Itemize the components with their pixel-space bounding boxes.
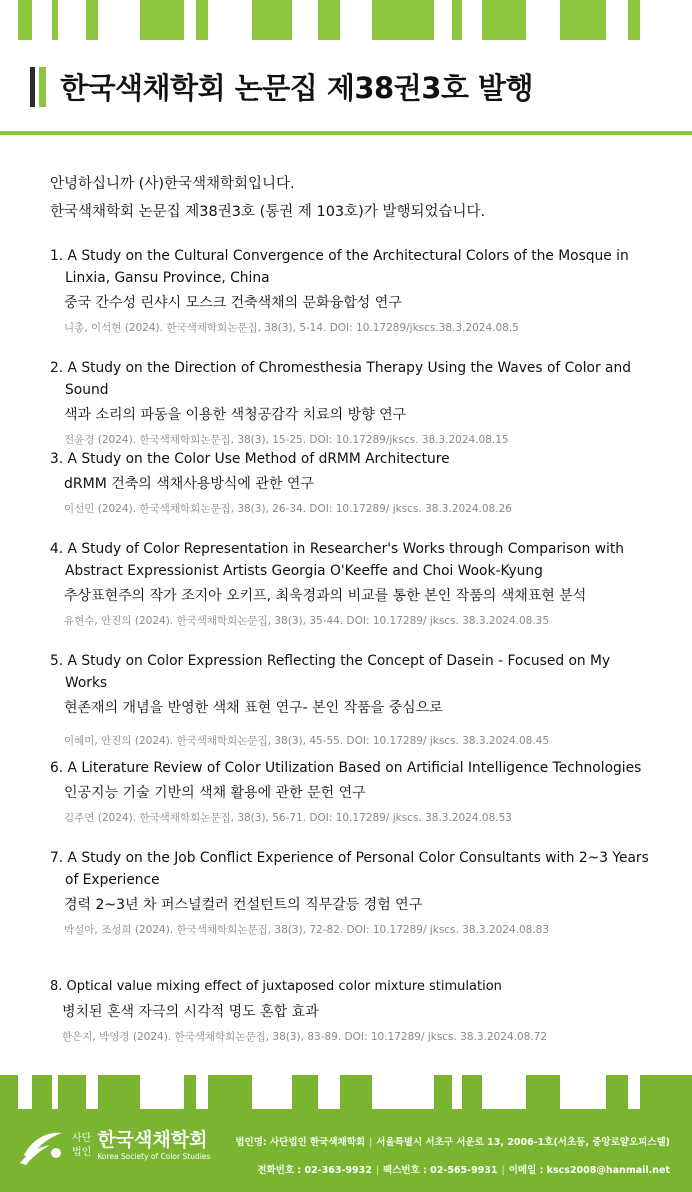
paper-item-1: [50, 245, 650, 337]
title-marker: [30, 67, 35, 107]
paper-title-ko: 현존재의 개념을 반영한 색채 표현 연구- 본인 작품을 중심으로: [64, 700, 443, 716]
paper-title-ko: 인공지능 기술 기반의 색채 활용에 관한 문헌 연구: [64, 785, 366, 801]
top-stripe-decoration: [0, 0, 692, 40]
footer: [0, 1075, 692, 1192]
paper-citation: 박설아, 조성희 (2024). 한국색채학회논문집, 38(3), 72-82. DOI: 10.17289/ jkscs. 38.3.2024.08.83: [64, 924, 550, 936]
paper-title-ko: 경력 2~3년 차 퍼스널컬러 컨설턴트의 직무갈등 경험 연구: [64, 897, 423, 913]
paper-citation: 전윤경 (2024). 한국색채학회논문집, 38(3), 15-25. DOI: 10.17289/jkscs. 38.3.2024.08.15: [64, 434, 509, 446]
paper-title-ko: dRMM 건축의 색채사용방식에 관한 연구: [64, 476, 314, 492]
logo-corporate-label: 사단 법인: [72, 1133, 92, 1158]
footer-stripe-decoration: [0, 1075, 692, 1109]
paper-citation: 이선민 (2024). 한국색채학회논문집, 38(3), 26-34. DOI: 10.17289/ jkscs. 38.3.2024.08.26: [64, 503, 512, 515]
paper-title-en: 8. Optical value mixing effect of juxtaposed color mixture stimulation: [50, 979, 502, 994]
footer-address: 서울특별시 서초구 서운로 13, 2006-1호(서초동, 중앙로얄오피스텔): [376, 1137, 670, 1148]
paper-title-ko: 병치된 혼색 자극의 시각적 명도 혼합 효과: [62, 1004, 319, 1020]
paper-citation: 김주연 (2024). 한국색채학회논문집, 38(3), 56-71. DOI: 10.17289/ jkscs. 38.3.2024.08.53: [64, 812, 512, 824]
title-divider: [0, 131, 692, 135]
paper-citation: 한은지, 박영경 (2024). 한국색채학회논문집, 38(3), 83-89. DOI: 10.17289/ jkscs. 38.3.2024.08.72: [62, 1031, 548, 1043]
footer-fax: 팩스번호 : 02-565-9931: [383, 1165, 498, 1176]
paper-item-2: [50, 357, 650, 449]
paper-title-ko: 추상표현주의 작가 조지아 오키프, 최욱경과의 비교를 통한 본인 작품의 색채표현 분석: [64, 588, 587, 604]
paper-title-en: 2. A Study on the Direction of Chromesthesia Therapy Using the Waves of Color and Sound: [50, 360, 632, 398]
paper-title-en: 7. A Study on the Job Conflict Experience of Personal Color Consultants with 2~3 Years of Experience: [50, 850, 649, 888]
paper-title-en: 5. A Study on Color Expression Reflecting the Concept of Dasein - Focused on My Works: [50, 653, 611, 691]
paper-title-en: 3. A Study on the Color Use Method of dRMM Architecture: [50, 451, 450, 467]
footer-org: 법인명: 사단법인 한국색채학회: [235, 1137, 366, 1148]
page-title: 한국색채학회 논문집 제38권3호 발행: [60, 71, 534, 105]
society-logo-icon: [18, 1125, 66, 1167]
society-logo: [18, 1125, 210, 1167]
intro-greeting: 안녕하십니까 (사)한국색채학회입니다.: [50, 176, 295, 192]
paper-title-en: 6. A Literature Review of Color Utilization Based on Artificial Intelligence Technologies: [50, 760, 642, 776]
footer-email[interactable]: 이메일 : kscs2008@hanmail.net: [508, 1165, 670, 1176]
intro: [50, 170, 485, 226]
footer-phone: 전화번호 : 02-363-9932: [257, 1165, 372, 1176]
paper-citation: 니총, 이석현 (2024). 한국색채학회논문집, 38(3), 5-14. DOI: 10.17289/jkscs.38.3.2024.08.5: [64, 322, 519, 334]
logo-society-name: 한국색채학회 Korea Society of Color Studies: [97, 1129, 211, 1161]
paper-item-4: [50, 538, 650, 630]
paper-item-3: [50, 448, 650, 518]
title-bar: [30, 66, 533, 107]
title-marker-accent: [39, 67, 46, 107]
paper-citation: 유현수, 안진의 (2024). 한국색채학회논문집, 38(3), 35-44. DOI: 10.17289/ jkscs. 38.3.2024.08.35: [64, 615, 550, 627]
paper-item-8: [50, 976, 650, 1046]
paper-title-ko: 중국 간수성 린샤시 모스크 건축색채의 문화융합성 연구: [64, 295, 402, 311]
paper-item-7: [50, 847, 650, 939]
paper-citation: 이혜미, 안진의 (2024). 한국색채학회논문집, 38(3), 45-55. DOI: 10.17289/ jkscs. 38.3.2024.08.45: [64, 735, 550, 747]
paper-title-en: 4. A Study of Color Representation in Researcher's Works through Comparison with Abstract Expressionist Artists Georgia O'Keeffe and Choi Wook-Kyung: [50, 541, 624, 579]
footer-contact-info: 법인명: 사단법인 한국색채학회 | 서울특별시 서초구 서운로 13, 2006-1호(서초동, 중앙로얄오피스텔) 전화번호 : 02-363-9932 | 팩스번호 : 02-565-9931 | 이메일 : kscs2008@hanmail.net: [235, 1137, 670, 1176]
paper-item-5: [50, 650, 650, 750]
paper-title-ko: 색과 소리의 파동을 이용한 색청공감각 치료의 방향 연구: [64, 407, 407, 423]
paper-item-6: [50, 757, 650, 827]
intro-announcement: 한국색채학회 논문집 제38권3호 (통권 제 103호)가 발행되었습니다.: [50, 204, 486, 220]
paper-title-en: 1. A Study on the Cultural Convergence of the Architectural Colors of the Mosque in Linxia, Gansu Province, China: [50, 248, 629, 286]
